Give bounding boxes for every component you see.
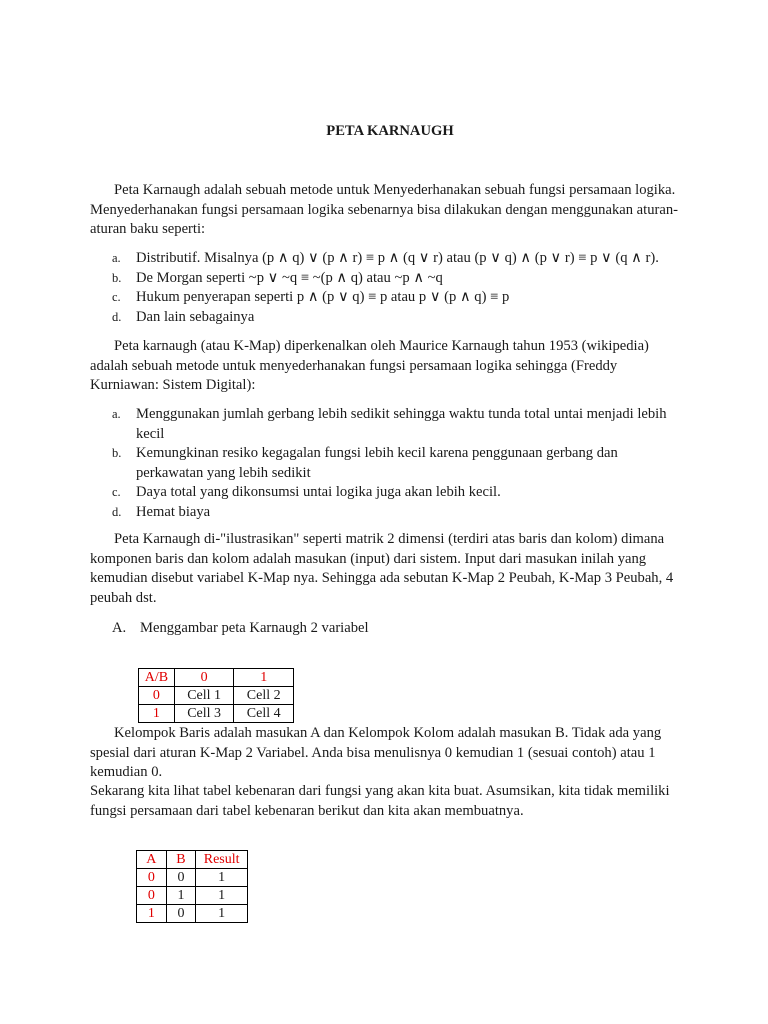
table-cell: 0 [166, 869, 196, 887]
table-cell: 1 [196, 869, 248, 887]
row-header-cell: 1 [139, 705, 175, 723]
table-cell: 0 [137, 869, 167, 887]
document-page: PETA KARNAUGH Peta Karnaugh adalah sebuah metode untuk Menyederhanakan sebuah fungsi persamaan logika. Menyederhanakan fungsi persamaan logika sebenarnya bisa dilakukan dengan menggunakan aturan-aturan baku seperti: a. Distributif. Misalnya (p ∧ q) ∨ (p ∧ r) ≡ p ∧ (q ∨ r) atau (p ∨ q) ∧ (p ∨ r) ≡ p ∨ (q ∧ r). b. De Morgan seperti ~p ∨ ~q ≡ ~(p ∧ q) atau ~p ∧ ~q c. Hukum penyerapan seperti p ∧ (p ∨ q) ≡ p atau p ∨ (p ∧ q) ≡ p d. Dan lain sebagainya Peta karnaugh (atau K-Map) diperkenalkan oleh Maurice Karnaugh tahun 1953 (wikipedia) adalah sebuah metode untuk menyederhanakan fungsi persamaan logika sehingga (Freddy Kurniawan: Sistem Digital): a. Menggunakan jumlah gerbang lebih sedikit sehingga waktu tunda total untai menjadi lebih kecil b. Kemungkinan resiko kegagalan fungsi lebih kecil karena penggunaan gerbang dan perkawatan yang lebih sedikit c. Daya total yang dikonsumsi untai logika juga akan lebih kecil. d. Hemat biaya Peta Karnaugh di-"ilustrasikan" seperti matrik 2 dimensi (terdiri atas baris dan kolom) dimana komponen baris dan kolom adalah masukan (input) dari sistem. Input dari masukan inilah yang kemudian disebut variabel K-Map nya. Sehingga ada sebutan K-Map 2 Peubah, K-Map 3 Peubah, 4 peubah dst. A. Menggambar peta Karnaugh 2 variabel A/B 0 1 0 Cell 1 Cell 2 1 Cell 3 Cell 4 Kelompok Baris adalah masukan A dan Kelompok Kolom adalah masukan B. Tidak ada yang spesial dari aturan K-Map 2 Variabel. Anda bisa menulisnya 0 kemudian 1 (sesuai contoh) atau 1 kemudian 0. Sekarang kita lihat tabel kebenaran dari fungsi yang akan kita buat. Asumsikan, kita tidak memiliki fungsi persamaan dari tabel kebenaran berikut dan kita akan membuatnya. A B Result 0 0 1 0 1 1 1 0 1 [90, 0, 690, 1024]
table-cell: Cell 2 [234, 687, 294, 705]
kmap-explanation-paragraph: Kelompok Baris adalah masukan A dan Kelompok Kolom adalah masukan B. Tidak ada yang spesial dari aturan K-Map 2 Variabel. Anda bisa menulisnya 0 kemudian 1 (sesuai contoh) atau 1 kemudian 0. [90, 725, 662, 780]
table-header-cell: A/B [139, 669, 175, 687]
simplification-rules-list [90, 249, 680, 327]
table-row [137, 905, 248, 923]
row-header-cell: 0 [139, 687, 175, 705]
kmap-benefits-list [90, 405, 680, 522]
table-row [139, 669, 294, 687]
page-title: PETA KARNAUGH [326, 123, 454, 139]
table-row [137, 887, 248, 905]
table-row [139, 705, 294, 723]
table-cell: Cell 1 [174, 687, 234, 705]
table-row [137, 869, 248, 887]
illustration-paragraph: Peta Karnaugh di-"ilustrasikan" seperti matrik 2 dimensi (terdiri atas baris dan kolom) dimana komponen baris dan kolom adalah masukan (input) dari sistem. Input dari masukan inilah yang kemudian disebut variabel K-Map nya. Sehingga ada sebutan K-Map 2 Peubah, K-Map 3 Peubah, 4 peubah dst. [90, 531, 674, 606]
table-cell: Cell 4 [234, 705, 294, 723]
table-cell: Cell 3 [174, 705, 234, 723]
table-header-cell: 1 [234, 669, 294, 687]
list-item: d. Dan lain sebagainya [112, 308, 255, 325]
table-cell: 1 [166, 887, 196, 905]
kmap-2-variable-table [138, 668, 294, 723]
list-item: b. De Morgan seperti ~p ∨ ~q ≡ ~(p ∧ q) atau ~p ∧ ~q [112, 269, 443, 286]
list-item: a. Distributif. Misalnya (p ∧ q) ∨ (p ∧ r) ≡ p ∧ (q ∨ r) atau (p ∨ q) ∧ (p ∨ r) ≡ p ∨ (q ∧ r). [112, 250, 659, 266]
table-cell: 1 [137, 905, 167, 923]
truth-table-intro-paragraph: Sekarang kita lihat tabel kebenaran dari fungsi yang akan kita buat. Asumsikan, kita tidak memiliki fungsi persamaan dari tabel kebenaran berikut dan kita akan membuatnya. [90, 783, 670, 819]
table-cell: 1 [196, 905, 248, 923]
table-cell: 0 [137, 887, 167, 905]
truth-table [136, 850, 248, 923]
list-item: c. Hukum penyerapan seperti p ∧ (p ∨ q) ≡ p atau p ∨ (p ∧ q) ≡ p [112, 289, 510, 305]
table-header-cell: 0 [174, 669, 234, 687]
table-row [139, 687, 294, 705]
table-cell: 1 [196, 887, 248, 905]
table-header-cell: A [137, 851, 167, 869]
table-row [137, 851, 248, 869]
list-item: b. Kemungkinan resiko kegagalan fungsi lebih kecil karena penggunaan gerbang dan perkawatan yang lebih sedikit [112, 445, 618, 481]
table-header-cell: B [166, 851, 196, 869]
table-header-cell: Result [196, 851, 248, 869]
list-item: a. Menggunakan jumlah gerbang lebih sedikit sehingga waktu tunda total untai menjadi lebih kecil [112, 406, 667, 442]
kmap-intro-paragraph: Peta karnaugh (atau K-Map) diperkenalkan oleh Maurice Karnaugh tahun 1953 (wikipedia) adalah sebuah metode untuk menyederhanakan fungsi persamaan logika sehingga (Freddy Kurniawan: Sistem Digital): [90, 338, 649, 393]
intro-paragraph: Peta Karnaugh adalah sebuah metode untuk Menyederhanakan sebuah fungsi persamaan logika. Menyederhanakan fungsi persamaan logika sebenarnya bisa dilakukan dengan menggunakan aturan-aturan baku seperti: [90, 182, 678, 237]
table-cell: 0 [166, 905, 196, 923]
list-item: c. Daya total yang dikonsumsi untai logika juga akan lebih kecil. [112, 484, 501, 500]
list-item: d. Hemat biaya [112, 503, 211, 520]
